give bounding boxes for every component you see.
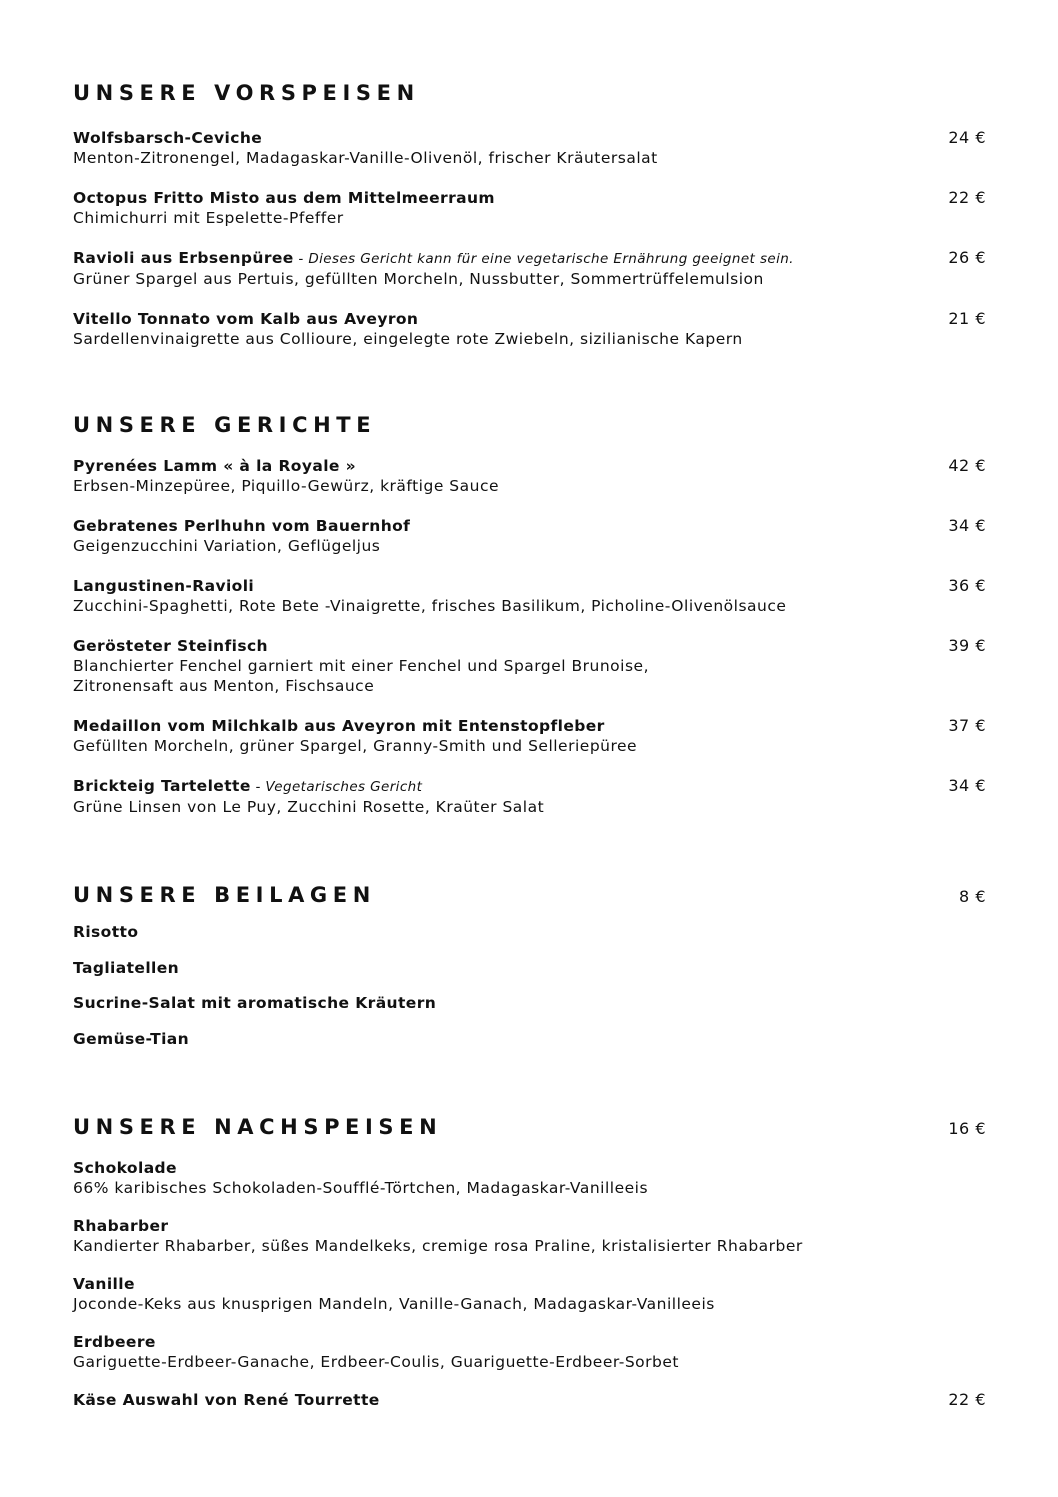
item-description: 66% karibisches Schokoladen-Soufflé-Törtchen, Madagaskar-Vanilleeis	[73, 1179, 649, 1197]
item-list	[73, 128, 986, 349]
menu-item	[73, 922, 986, 942]
item-name: Sucrine-Salat mit aromatische Kräutern	[73, 994, 437, 1012]
item-description: Chimichurri mit Espelette-Pfeffer	[73, 209, 344, 227]
menu-item	[73, 516, 986, 556]
item-description: Erbsen-Minzepüree, Piquillo-Gewürz, kräftige Sauce	[73, 477, 500, 495]
item-price: 37 €	[948, 716, 986, 735]
menu-item	[73, 188, 986, 228]
section-title: UNSERE VORSPEISEN	[73, 81, 420, 105]
menu-item	[73, 993, 986, 1013]
item-description: Grüner Spargel aus Pertuis, gefüllten Morcheln, Nussbutter, Sommertrüffelemulsion	[73, 270, 764, 288]
item-description: Grüne Linsen von Le Puy, Zucchini Rosette, Kraüter Salat	[73, 798, 545, 816]
item-price: 34 €	[948, 776, 986, 795]
item-note: - Dieses Gericht kann für eine vegetarische Ernährung geeignet sein.	[293, 251, 794, 267]
item-name: Wolfsbarsch-Ceviche	[73, 129, 263, 147]
menu-item	[73, 1158, 986, 1198]
menu-item	[73, 128, 986, 168]
item-name: Brickteig Tartelette	[73, 777, 251, 795]
menu-item	[73, 1216, 986, 1256]
item-name: Risotto	[73, 923, 139, 941]
section-title: UNSERE GERICHTE	[73, 413, 377, 437]
item-list	[73, 1158, 986, 1410]
menu-item	[73, 1390, 986, 1410]
item-name: Gemüse-Tian	[73, 1029, 190, 1048]
item-price: 42 €	[948, 456, 986, 475]
item-price: 21 €	[948, 309, 986, 328]
item-description: Sardellenvinaigrette aus Collioure, eingelegte rote Zwiebeln, sizilianische Kapern	[73, 330, 743, 348]
item-name: Ravioli aus Erbsenpüree	[73, 249, 294, 267]
item-name: Octopus Fritto Misto aus dem Mittelmeerraum	[73, 189, 495, 207]
item-description: Menton-Zitronengel, Madagaskar-Vanille-Olivenöl, frischer Kräutersalat	[73, 149, 658, 167]
menu-item	[73, 456, 986, 496]
item-name: Rhabarber	[73, 1217, 169, 1235]
menu-item	[73, 309, 986, 349]
item-description: Gefüllten Morcheln, grüner Spargel, Granny-Smith und Selleriepüree	[73, 737, 638, 755]
menu-item	[73, 958, 986, 978]
item-price: 34 €	[948, 516, 986, 535]
item-price: 39 €	[948, 636, 986, 655]
item-price: 24 €	[948, 128, 986, 147]
section-title: UNSERE NACHSPEISEN	[73, 1115, 443, 1139]
menu-item	[73, 1029, 986, 1049]
section-title: UNSERE BEILAGEN	[73, 883, 376, 907]
item-description: Geigenzucchini Variation, Geflügeljus	[73, 537, 381, 555]
item-name: Schokolade	[73, 1159, 177, 1177]
item-description: Joconde-Keks aus knusprigen Mandeln, Vanille-Ganach, Madagaskar-Vanilleeis	[73, 1295, 715, 1313]
item-name: Langustinen-Ravioli	[73, 577, 255, 595]
menu-item	[73, 636, 986, 696]
item-name: Vanille	[73, 1275, 135, 1293]
menu-item	[73, 776, 986, 817]
item-name: Gebratenes Perlhuhn vom Bauernhof	[73, 517, 411, 535]
item-name: Käse Auswahl von René Tourrette	[73, 1391, 380, 1409]
menu-item	[73, 248, 986, 289]
item-price: 26 €	[948, 248, 986, 267]
item-name: Medaillon vom Milchkalb aus Aveyron mit Entenstopfleber	[73, 717, 605, 735]
item-description: Gariguette-Erdbeer-Ganache, Erdbeer-Coulis, Guariguette-Erdbeer-Sorbet	[73, 1353, 679, 1371]
item-name: Gerösteter Steinfisch	[73, 637, 268, 655]
item-name: Tagliatellen	[73, 958, 180, 977]
item-description: Zucchini-Spaghetti, Rote Bete -Vinaigrette, frisches Basilikum, Picholine-Olivenölsauce	[73, 597, 787, 615]
menu-item	[73, 716, 986, 756]
menu-item	[73, 576, 986, 616]
item-list	[73, 922, 986, 1049]
menu-item	[73, 1274, 986, 1314]
item-name: Erdbeere	[73, 1333, 156, 1351]
section-price: 16 €	[948, 1119, 986, 1138]
menu-item	[73, 1332, 986, 1372]
item-price: 22 €	[948, 1390, 986, 1409]
item-name: Pyrenées Lamm « à la Royale »	[73, 457, 357, 475]
item-list	[73, 456, 986, 817]
item-description: Kandierter Rhabarber, süßes Mandelkeks, cremige rosa Praline, kristalisierter Rhabarber	[73, 1237, 803, 1255]
item-description: Blanchierter Fenchel garniert mit einer Fenchel und Spargel Brunoise, Zitronensaft aus Menton, Fischsauce	[73, 657, 649, 695]
item-price: 36 €	[948, 576, 986, 595]
section-price: 8 €	[959, 887, 986, 906]
item-name: Vitello Tonnato vom Kalb aus Aveyron	[73, 310, 419, 328]
item-note: - Vegetarisches Gericht	[250, 779, 423, 795]
item-price: 22 €	[948, 188, 986, 207]
